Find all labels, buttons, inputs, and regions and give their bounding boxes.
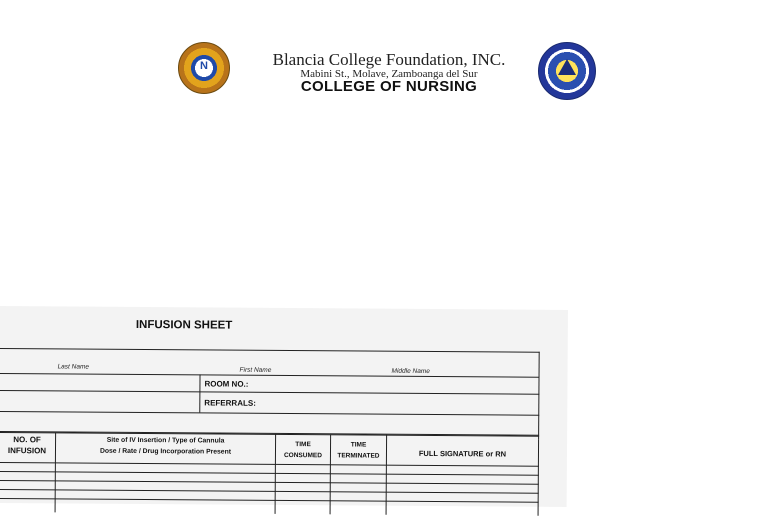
college-department: COLLEGE OF NURSING: [300, 78, 478, 95]
column-full-signature: FULL SIGNATURE or RN: [418, 448, 507, 459]
college-seal-logo: N: [178, 42, 230, 94]
first-name-label: First Name: [239, 366, 272, 374]
table-row-rule: [0, 462, 539, 467]
form-border: [0, 348, 540, 353]
form-divider: [199, 374, 200, 412]
last-name-label: Last Name: [57, 363, 90, 371]
column-time-terminated: TIME TERMINATED: [337, 441, 380, 460]
triangle-emblem-icon: [558, 59, 576, 75]
infusion-sheet-form: [0, 306, 568, 507]
table-row-rule: [0, 480, 539, 485]
nursing-seal-logo: [538, 42, 596, 100]
college-address: Mabini St., Molave, Zamboanga del Sur: [300, 68, 478, 80]
referrals-label: REFERRALS:: [204, 398, 256, 408]
letterhead: [158, 36, 610, 94]
column-time-consumed: TIME CONSUMED: [283, 441, 322, 460]
middle-name-label: Middle Name: [391, 367, 430, 376]
form-border: [538, 352, 540, 440]
room-number-label: ROOM NO.:: [204, 379, 249, 389]
college-name: Blancia College Foundation, INC.: [272, 50, 506, 69]
form-title: INFUSION SHEET: [135, 318, 233, 332]
table-row-rule: [0, 498, 539, 503]
column-no-of-infusion: NO. OF INFUSION: [7, 435, 47, 456]
table-row-rule: [0, 471, 539, 476]
table-row-rule: [0, 489, 539, 494]
form-divider: [0, 411, 539, 416]
form-divider: [0, 390, 539, 395]
column-site-of-iv-insertion: Site of IV Insertion / Type of Cannula Dose / Rate / Drug Incorporation Present: [99, 436, 232, 456]
